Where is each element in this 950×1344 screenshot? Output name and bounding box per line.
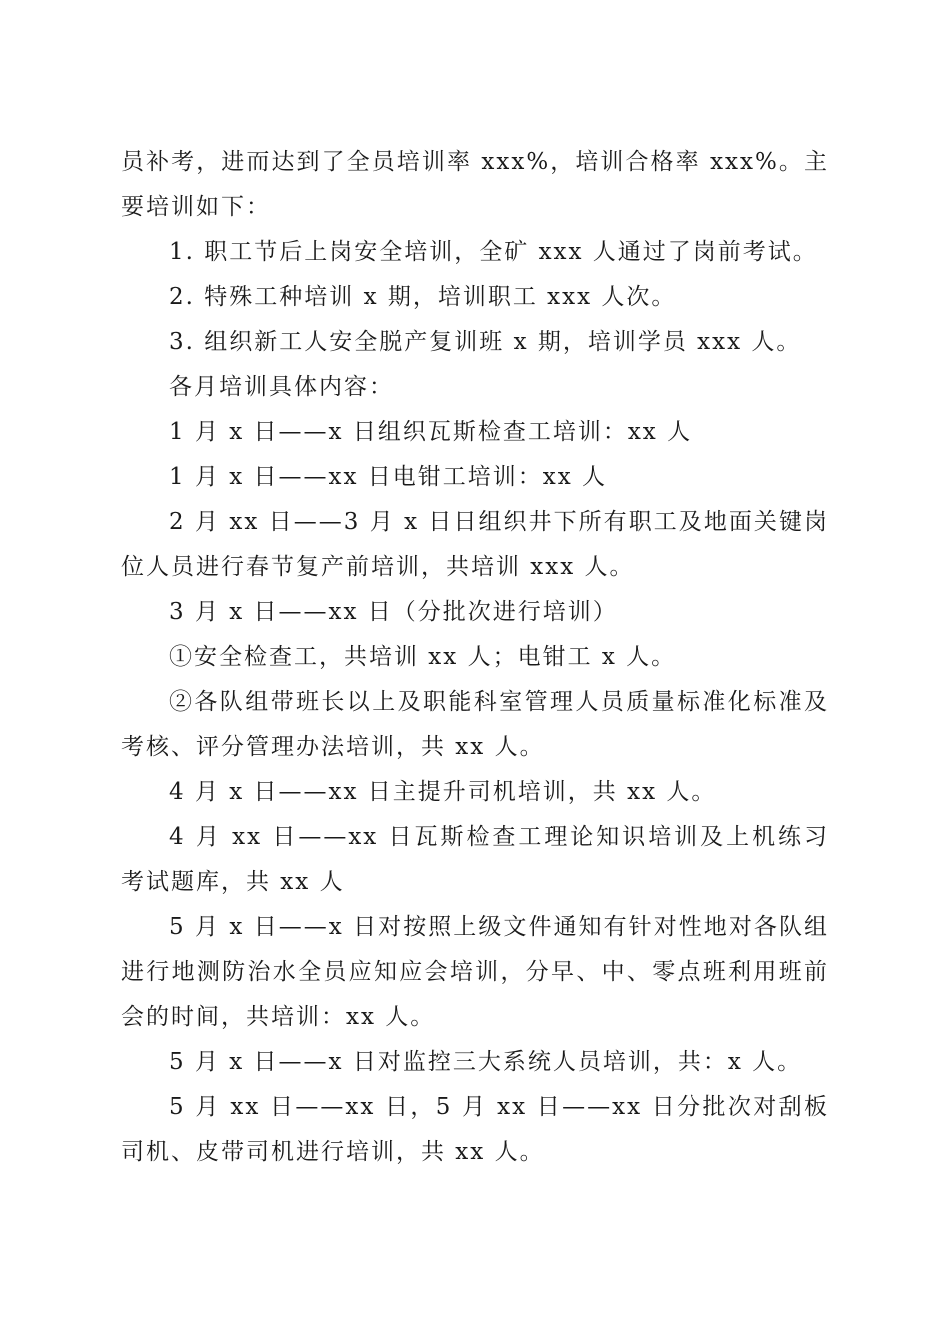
paragraph: 2. 特殊工种培训 x 期，培训职工 xxx 人次。 xyxy=(169,284,677,310)
document-page xyxy=(121,140,829,1175)
paragraph: 1 月 x 日——xx 日电钳工培训：xx 人 xyxy=(169,464,608,490)
paragraph: 1 月 x 日——x 日组织瓦斯检查工培训：xx 人 xyxy=(169,419,693,445)
paragraph: 1. 职工节后上岗安全培训，全矿 xxx 人通过了岗前考试。 xyxy=(169,239,818,265)
paragraph: 3 月 x 日——xx 日（分批次进行培训） xyxy=(169,599,618,625)
paragraph: 5 月 xx 日——xx 日，5 月 xx 日——xx 日分批次对刮板司机、皮带司机进行培训，共 xx 人。 xyxy=(121,1094,829,1165)
paragraph: ②各队组带班长以上及职能科室管理人员质量标准化标准及考核、评分管理办法培训，共 xx 人。 xyxy=(121,689,829,760)
paragraph: 5 月 x 日——x 日对按照上级文件通知有针对性地对各队组进行地测防治水全员应知应会培训，分早、中、零点班利用班前会的时间，共培训：xx 人。 xyxy=(121,914,829,1030)
paragraph: 员补考，进而达到了全员培训率 xxx%，培训合格率 xxx%。主要培训如下： xyxy=(121,149,829,220)
paragraph: 4 月 xx 日——xx 日瓦斯检查工理论知识培训及上机练习考试题库，共 xx 人 xyxy=(121,824,829,895)
paragraph: 4 月 x 日——xx 日主提升司机培训，共 xx 人。 xyxy=(169,779,717,805)
paragraph: 5 月 x 日——x 日对监控三大系统人员培训，共：x 人。 xyxy=(169,1049,803,1075)
paragraph: 2 月 xx 日——3 月 x 日日组织井下所有职工及地面关键岗位人员进行春节复产前培训，共培训 xxx 人。 xyxy=(121,509,829,580)
paragraph: 3. 组织新工人安全脱产复训班 x 期，培训学员 xxx 人。 xyxy=(169,329,802,355)
paragraph: ①安全检查工，共培训 xx 人；电钳工 x 人。 xyxy=(169,644,677,670)
paragraph: 各月培训具体内容： xyxy=(169,374,394,400)
